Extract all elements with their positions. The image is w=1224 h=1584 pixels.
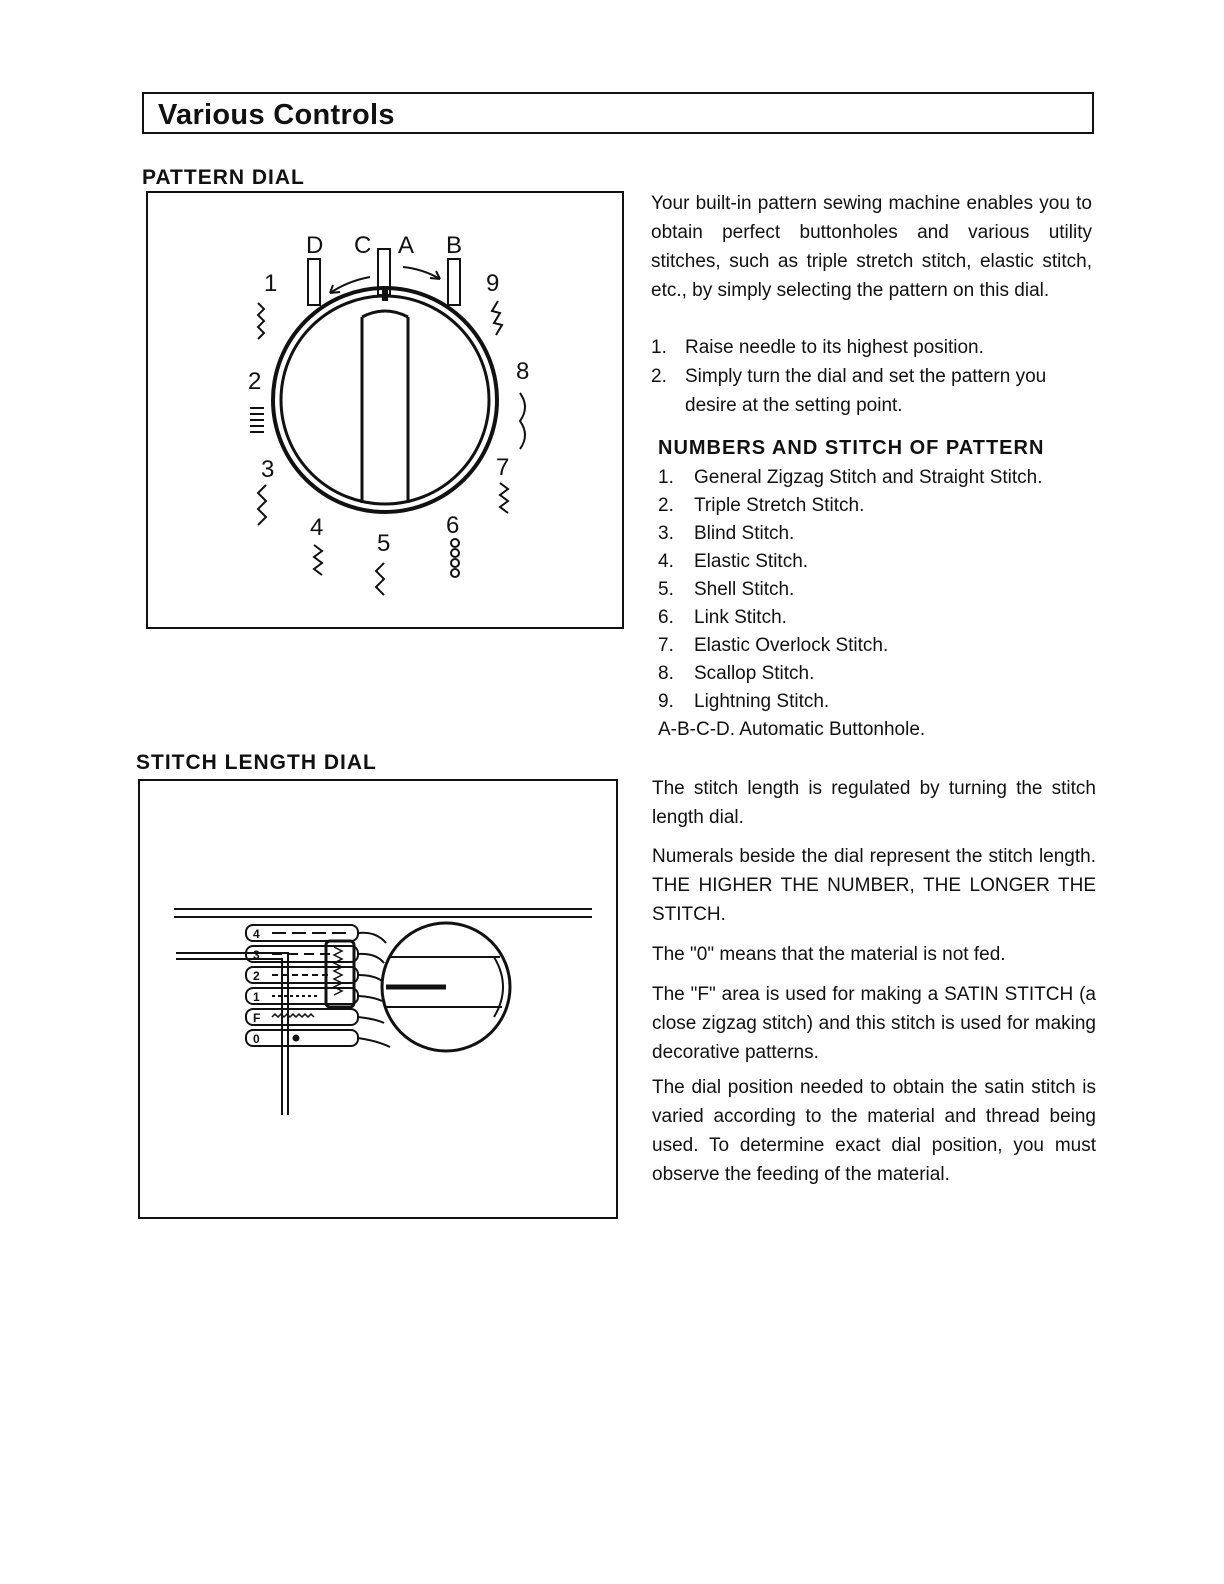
step-item bbox=[651, 333, 1092, 362]
scale-label-f: F bbox=[253, 1011, 261, 1025]
list-item-text: Scallop Stitch. bbox=[694, 663, 815, 684]
step-text: Simply turn the dial and set the pattern you desire at the setting point. bbox=[685, 366, 1047, 416]
dial-number-4: 4 bbox=[310, 514, 324, 541]
stitch-length-paragraph-2: Numerals beside the dial represent the stitch length. THE HIGHER THE NUMBER, THE LONGER THE STITCH. bbox=[652, 846, 1096, 925]
dial-number-1: 1 bbox=[264, 270, 278, 297]
list-item-number: 2. bbox=[658, 495, 674, 516]
list-item-text: General Zigzag Stitch and Straight Stitch. bbox=[694, 467, 1043, 488]
scale-label-3: 3 bbox=[253, 948, 260, 962]
step-text: Raise needle to its highest position. bbox=[685, 337, 984, 358]
dial-number-5: 5 bbox=[377, 530, 391, 557]
stitch-length-paragraph-5: The dial position needed to obtain the satin stitch is varied according to the material and thread being used. To determine exact dial position, you must observe the feeding of the material. bbox=[652, 1077, 1096, 1185]
dial-number-9: 9 bbox=[486, 270, 500, 297]
title-box bbox=[142, 92, 1094, 134]
list-item-number: 1. bbox=[658, 467, 674, 488]
buttonhole-item: A-B-C-D. Automatic Buttonhole. bbox=[658, 719, 926, 740]
list-item bbox=[658, 520, 1043, 548]
list-item bbox=[658, 464, 1043, 492]
dial-number-2: 2 bbox=[248, 368, 262, 395]
scale-plate-0 bbox=[246, 1030, 358, 1046]
buttonhole-b-icon bbox=[448, 259, 460, 305]
stitch-3-icon bbox=[258, 485, 266, 525]
pattern-dial-figure bbox=[146, 191, 624, 629]
pattern-dial-heading: PATTERN DIAL bbox=[142, 166, 305, 189]
dial-number-3: 3 bbox=[261, 456, 275, 483]
pattern-dial-intro: Your built-in pattern sewing machine enables you to obtain perfect buttonholes and various utility stitches, such as triple stretch stitch, elastic stitch, etc., by simply selecting the pattern on this dial. bbox=[651, 193, 1092, 301]
stitch-5-icon bbox=[376, 563, 384, 595]
list-item-text: Blind Stitch. bbox=[694, 523, 795, 544]
dial-label-c: C bbox=[354, 232, 372, 259]
dial-outer-ring bbox=[273, 288, 497, 512]
list-item-text: Elastic Stitch. bbox=[694, 551, 809, 572]
arrow-right-icon bbox=[403, 267, 440, 279]
stitch-6-icon bbox=[451, 539, 459, 547]
stitch-length-figure bbox=[138, 779, 618, 1219]
list-item-number: 7. bbox=[658, 635, 674, 656]
dial-number-6: 6 bbox=[446, 512, 460, 539]
list-item-text: Lightning Stitch. bbox=[694, 691, 830, 712]
list-item-number: 6. bbox=[658, 607, 674, 628]
stitch-9-icon bbox=[492, 301, 502, 335]
stitch-1-icon bbox=[258, 303, 264, 339]
stitch-list bbox=[658, 464, 1043, 744]
list-item-text: Triple Stretch Stitch. bbox=[694, 495, 865, 516]
buttonhole-d-icon bbox=[308, 259, 320, 305]
list-item bbox=[658, 688, 1043, 716]
scale-label-0: 0 bbox=[253, 1032, 260, 1046]
stitch-8-icon bbox=[520, 393, 525, 449]
list-item-number: 3. bbox=[658, 523, 674, 544]
list-item-number: 4. bbox=[658, 551, 674, 572]
list-item bbox=[658, 604, 1043, 632]
dial-inner-ring bbox=[281, 296, 489, 504]
list-item bbox=[658, 632, 1043, 660]
pattern-dial-steps bbox=[651, 333, 1092, 420]
list-item bbox=[658, 548, 1043, 576]
stitch-length-illustration bbox=[140, 781, 620, 1221]
step-number: 2. bbox=[651, 366, 667, 387]
scale-label-2: 2 bbox=[253, 969, 260, 983]
list-item bbox=[658, 576, 1043, 604]
stitch-length-paragraph-4: The "F" area is used for making a SATIN STITCH (a close zigzag stitch) and this stitch is used for making decorative patterns. bbox=[652, 984, 1096, 1063]
list-item-number: 5. bbox=[658, 579, 674, 600]
scale-label-4: 4 bbox=[253, 927, 260, 941]
numbers-stitch-heading: NUMBERS AND STITCH OF PATTERN bbox=[658, 437, 1045, 459]
scale-label-1: 1 bbox=[253, 990, 260, 1004]
page-title: Various Controls bbox=[158, 99, 395, 131]
list-item bbox=[658, 492, 1043, 520]
dial-label-d: D bbox=[306, 232, 324, 259]
dial-number-8: 8 bbox=[516, 358, 530, 385]
knob-grip-top bbox=[362, 311, 408, 317]
dial-number-7: 7 bbox=[496, 454, 510, 481]
list-item-text: Shell Stitch. bbox=[694, 579, 795, 600]
dial-label-b: B bbox=[446, 232, 463, 259]
list-item-number: 9. bbox=[658, 691, 674, 712]
list-item-number: 8. bbox=[658, 663, 674, 684]
stitch-length-heading: STITCH LENGTH DIAL bbox=[136, 751, 377, 774]
list-item-text: Link Stitch. bbox=[694, 607, 787, 628]
stitch-length-paragraph-1: The stitch length is regulated by turning the stitch length dial. bbox=[652, 778, 1096, 828]
list-item bbox=[658, 660, 1043, 688]
stitch-4-icon bbox=[314, 545, 322, 575]
dial-label-a: A bbox=[398, 232, 415, 259]
step-item bbox=[651, 362, 1092, 420]
pattern-dial-illustration bbox=[148, 193, 626, 631]
stitch-7-icon bbox=[500, 483, 508, 513]
list-item-text: Elastic Overlock Stitch. bbox=[694, 635, 889, 656]
stitch-2-icon bbox=[250, 408, 264, 432]
step-number: 1. bbox=[651, 337, 667, 358]
stitch-length-paragraph-3: The "0" means that the material is not fed. bbox=[652, 944, 1006, 965]
